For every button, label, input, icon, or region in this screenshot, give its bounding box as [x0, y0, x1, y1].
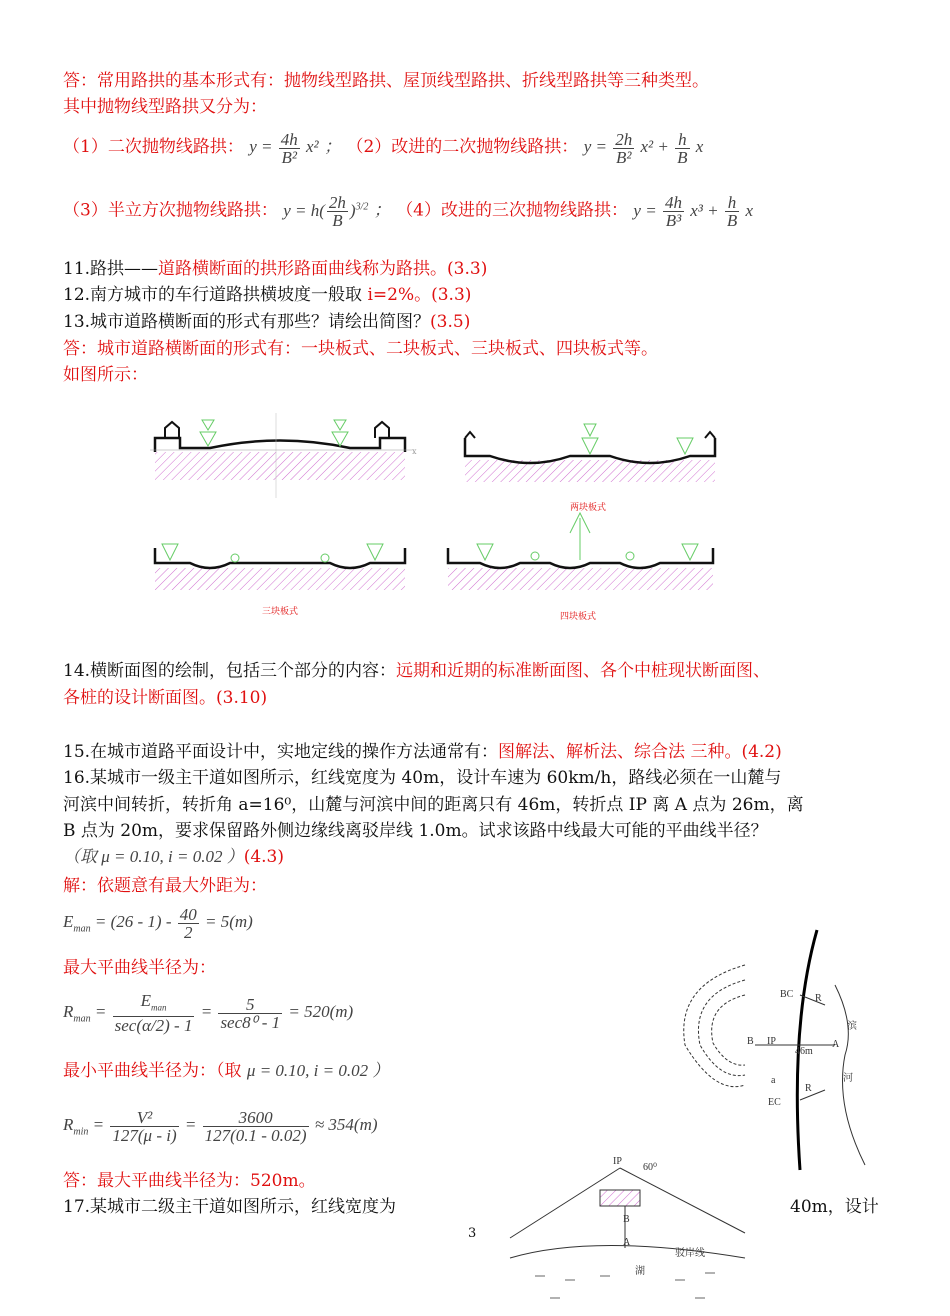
q13-answer: 答：城市道路横断面的形式有：一块板式、二块板式、三块板式、四块板式等。: [63, 339, 658, 359]
svg-text:BC: BC: [780, 989, 794, 1000]
q16-figure: [655, 925, 885, 1175]
formula-rmax: $R_{man}$ = $\frac{E_{man}}{\sec(\alpha/2) - 1}$ = $\frac{5}{\text{sec8⁰ - 1}}$ = 520(m): [63, 990, 354, 1036]
svg-text:EC: EC: [768, 1097, 781, 1108]
formula2: y = $\frac{2h}{\text{B²}}$ x² + $\frac{h}{B}$ x: [583, 129, 704, 167]
one-panel-section: [150, 413, 417, 498]
svg-text:46m: 46m: [795, 1046, 813, 1057]
two-panel-section: [465, 424, 715, 482]
formula-row-2: （3）半立方次抛物线路拱： y = h( $\frac{2h}{B}$ )$^{3/2}$ ； （4）改进的三次抛物线路拱： y = $\frac{4h}{\text{B³}}$ x³ + $\frac{h}{B}$ x: [63, 193, 754, 231]
svg-text:B: B: [747, 1036, 754, 1047]
svg-text:A: A: [623, 1237, 631, 1248]
q16-line4: （取 μ = 0.10, i = 0.02 ）(4.3): [63, 847, 285, 867]
svg-text:IP: IP: [613, 1156, 622, 1167]
q13-answer-2: 如图所示：: [63, 365, 148, 385]
svg-text:湖: 湖: [635, 1266, 645, 1277]
svg-text:滨: 滨: [847, 1021, 857, 1032]
q16-sol3: 最小平曲线半径为：（取 μ = 0.10, i = 0.02 ）: [63, 1061, 390, 1081]
svg-text:驳岸线: 驳岸线: [675, 1248, 705, 1259]
answer10-line1: 答：常用路拱的基本形式有：抛物线型路拱、屋顶线型路拱、折线型路拱等三种类型。: [63, 71, 709, 91]
four-panel-section: [448, 513, 713, 590]
caption-four: 四块板式: [560, 612, 597, 622]
q16-sol1: 解：依题意有最大外距为：: [63, 876, 267, 896]
caption-two: 两块板式: [570, 503, 607, 513]
q17-figure: [505, 1148, 750, 1313]
q14-line2: 各桩的设计断面图。(3.10): [63, 688, 268, 708]
svg-text:a: a: [771, 1075, 776, 1086]
q16-line1: 16.某城市一级主干道如图所示，红线宽度为 40m，设计车速为 60km/h，路线必须在一山麓与: [63, 768, 782, 788]
formula1-label: （1）二次抛物线路拱：: [63, 137, 244, 157]
answer10-line2: 其中抛物线型路拱又分为：: [63, 97, 267, 117]
formula-rmin: $R_{min}$ = $\frac{\text{V²}}{127(\mu - i)}$ = $\frac{3600}{127(0.1 - 0.02)}$ ≈ 354(m): [63, 1107, 378, 1145]
formula2-label: （2）改进的二次抛物线路拱：: [346, 137, 579, 157]
formula-row-1: （1）二次抛物线路拱： y = $\frac{4h}{\text{B²}}$ x² ； （2）改进的二次抛物线路拱： y = $\frac{2h}{\text{B²}}$ x² + $\frac{h}{B}$ x: [63, 129, 704, 167]
q12: 12.南方城市的车行道路拱横坡度一般取 i=2%。(3.3): [63, 285, 472, 305]
q16-answer: 答：最大平曲线半径为：520m。: [63, 1171, 316, 1191]
q17-tail: 40m，设计: [790, 1197, 879, 1217]
q16-line2: 河滨中间转折，转折角 a=16⁰，山麓与河滨中间的距离只有 46m，转折点 IP 离 A 点为 26m，离: [63, 795, 804, 815]
svg-text:IP: IP: [767, 1036, 776, 1047]
svg-text:R: R: [805, 1083, 812, 1094]
cross-section-figure: [150, 408, 730, 628]
q11: 11.路拱——道路横断面的拱形路面曲线称为路拱。(3.3): [63, 259, 488, 279]
three-panel-section: [155, 544, 405, 590]
q17: 17.某城市二级主干道如图所示，红线宽度为: [63, 1197, 397, 1217]
formula1: y = $\frac{4h}{\text{B²}}$ x²: [249, 129, 319, 167]
formula3-label: （3）半立方次抛物线路拱：: [63, 200, 278, 221]
svg-text:R: R: [815, 993, 822, 1004]
q16-line3: B 点为 20m，要求保留路外侧边缘线离驳岸线 1.0m。试求该路中线最大可能的平曲线半径？: [63, 821, 768, 841]
formula3: y = h( $\frac{2h}{B}$ )$^{3/2}$: [283, 193, 369, 231]
q16-sol2: 最大平曲线半径为：: [63, 958, 216, 978]
svg-text:60⁰: 60⁰: [643, 1162, 658, 1173]
page-number: 3: [468, 1226, 477, 1241]
caption-three: 三块板式: [262, 607, 299, 617]
svg-text:河: 河: [843, 1073, 853, 1084]
q15: 15.在城市道路平面设计中，实地定线的操作方法通常有：图解法、解析法、综合法 三种。(4.2): [63, 742, 782, 762]
svg-text:x: x: [412, 447, 417, 456]
formula-emax: $E_{man} = (26 - 1)$ - $\frac{40}{2}$ = 5(m): [63, 904, 253, 942]
formula4-label: （4）改进的三次抛物线路拱：: [396, 200, 629, 221]
svg-text:A: A: [832, 1039, 840, 1050]
q14: 14.横断面图的绘制，包括三个部分的内容：远期和近期的标准断面图、各个中桩现状断面图、: [63, 661, 771, 681]
svg-text:B: B: [623, 1214, 630, 1225]
formula4: y = $\frac{4h}{\text{B³}}$ x³ + $\frac{h}{B}$ x: [633, 193, 754, 231]
q13: 13.城市道路横断面的形式有那些？请绘出简图？(3.5): [63, 312, 471, 332]
